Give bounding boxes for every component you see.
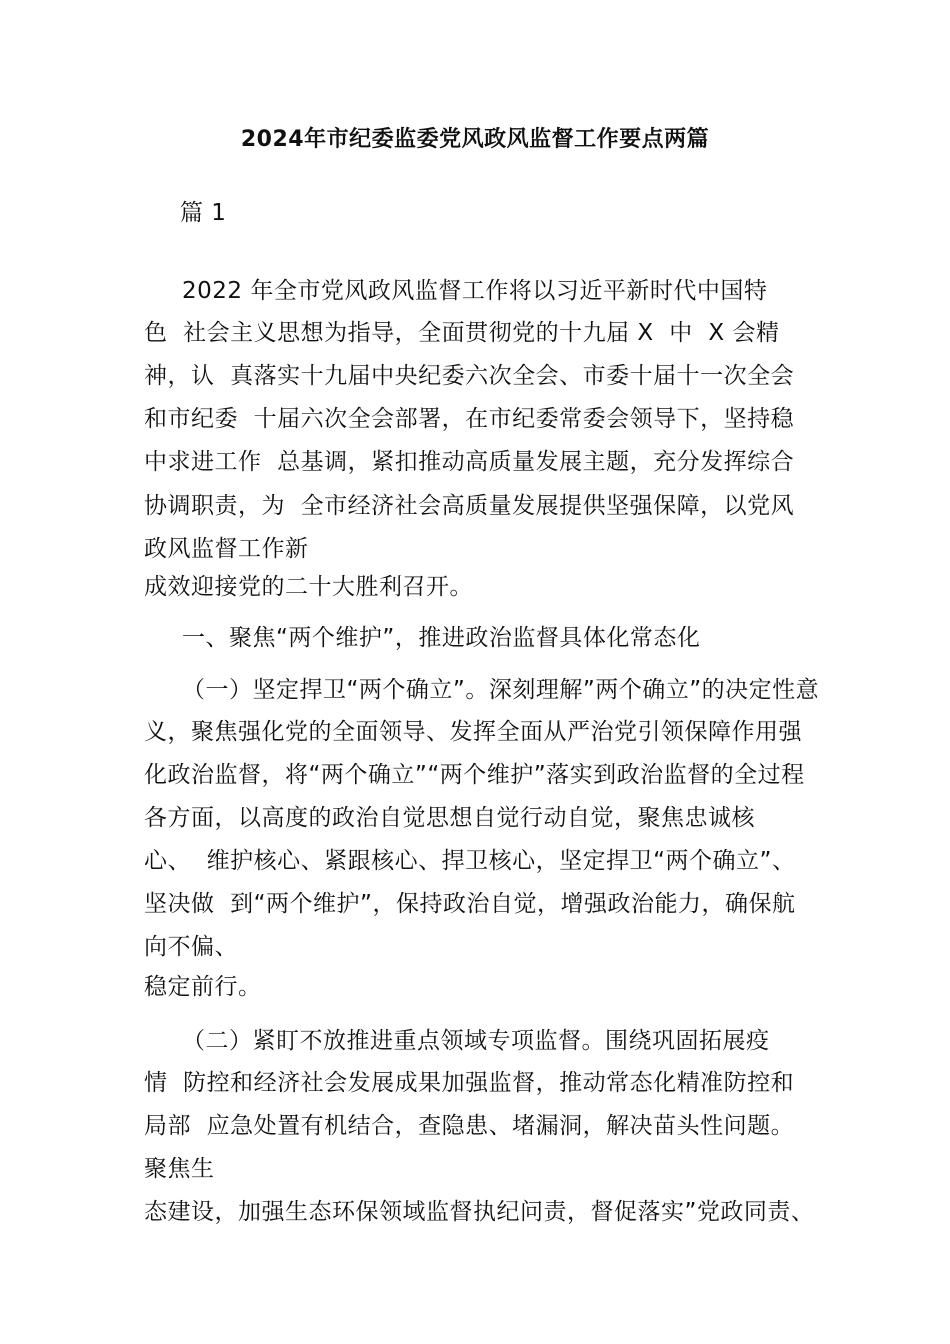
paragraph-line: 局部 应急处置有机结合，查隐患、堵漏洞，解决苗头性问题。 [144,1113,795,1139]
section-heading: 一、聚焦“两个维护”，推进政治监督具体化常态化 [182,625,701,651]
paragraph-line: 成效迎接党的二十大胜利召开。 [144,574,473,600]
paragraph-line: 政风监督工作新 [144,536,309,562]
paragraph-line: （二）紧盯不放推进重点领域专项监督。围绕巩固拓展疫 [182,1028,770,1054]
paragraph-line: 各方面，以高度的政治自觉思想自觉行动自觉，聚焦忠诚核 [144,805,755,831]
paragraph-line: 协调职责，为 全市经济社会高质量发展提供坚强保障，以党风 [144,493,795,519]
paragraph-line: 义，聚焦强化党的全面领导、发挥全面从严治党引领保障作用强 [144,719,802,745]
paragraph-line: 态建设，加强生态环保领域监督执纪问责，督促落实”党政同责、 [144,1199,815,1225]
document-title: 2024年市纪委监委党风政风监督工作要点两篇 [240,127,710,152]
paragraph-line: 2022 年全市党风政风监督工作将以习近平新时代中国特 [182,278,768,304]
paragraph-line: （一）坚定捍卫“两个确立”。深刻理解”两个确立”的决定性意 [182,677,820,703]
paragraph-line: 向不偏、 [144,934,238,960]
paragraph-line: 坚决做 到“两个维护”，保持政治自觉，增强政治能力，确保航 [144,891,796,917]
section-label: 篇 1 [180,200,227,226]
paragraph-line: 心、 维护核心、紧跟核心、捍卫核心，坚定捍卫“两个确立”、 [144,848,796,874]
paragraph-line: 聚焦生 [144,1156,215,1182]
paragraph-line: 稳定前行。 [144,974,262,1000]
paragraph-line: 中求进工作 总基调，紧扣推动高质量发展主题，充分发挥综合 [144,449,795,475]
paragraph-line: 神，认 真落实十九届中央纪委六次全会、市委十届十一次全会 [144,363,795,389]
paragraph-line: 化政治监督，将“两个确立”“两个维护”落实到政治监督的全过程 [144,762,805,788]
paragraph-line: 和市纪委 十届六次全会部署，在市纪委常委会领导下，坚持稳 [144,406,795,432]
paragraph-line: 情 防控和经济社会发展成果加强监督，推动常态化精准防控和 [144,1070,795,1096]
paragraph-line: 色 社会主义思想为指导，全面贯彻党的十九届 X 中 X 会精 [144,320,780,346]
